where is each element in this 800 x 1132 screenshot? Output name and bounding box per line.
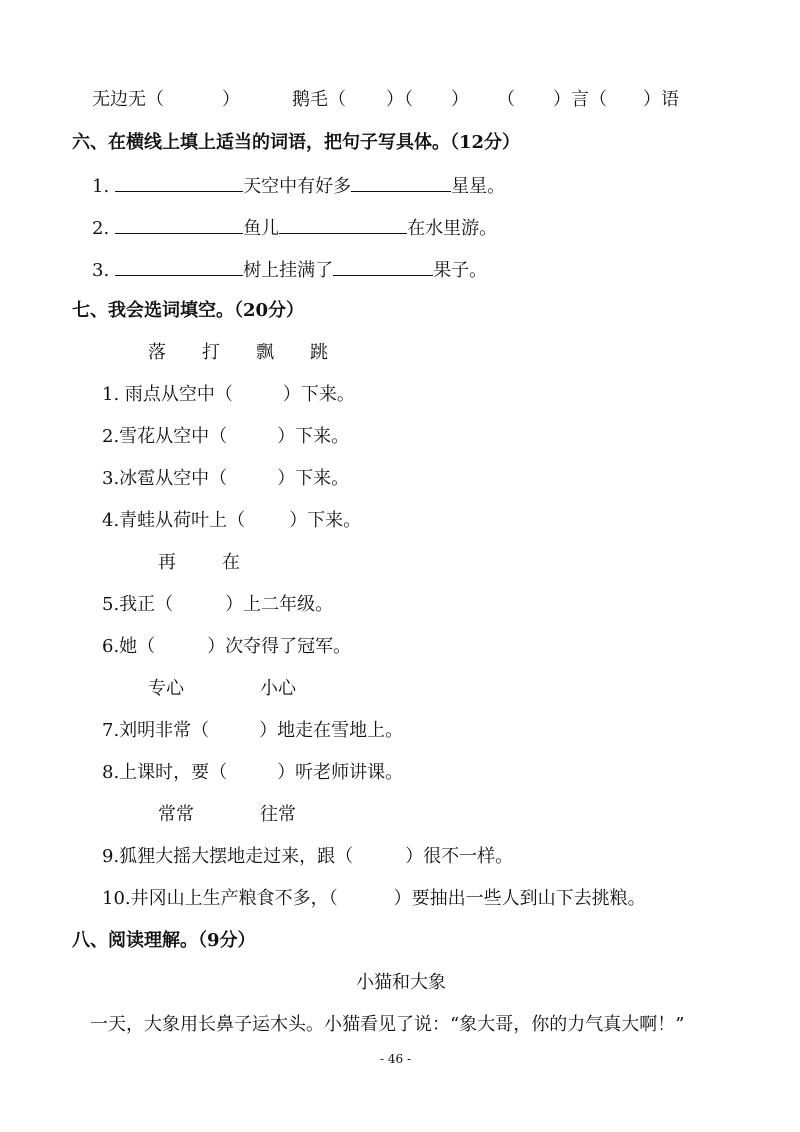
section-8-title: 八、阅读理解。（9分） xyxy=(72,930,256,951)
sec7-item-1-pre: 1. 雨点从空中（ xyxy=(102,384,233,405)
word-option: 打 xyxy=(202,342,220,363)
word-option: 飘 xyxy=(256,342,274,363)
word-option: 在 xyxy=(222,552,240,573)
sec7-item-9 xyxy=(102,845,513,869)
word-group-2 xyxy=(158,551,240,575)
sec6-item-1-blank-2[interactable] xyxy=(351,173,451,192)
sec7-item-9-post: ）很不一样。 xyxy=(405,846,514,867)
sec7-item-2-post: ）下来。 xyxy=(277,426,350,447)
idiom-3-start: （ xyxy=(497,89,515,110)
sec7-item-8-post: ）听老师讲课。 xyxy=(277,762,404,783)
sec6-item-1-number: 1. xyxy=(92,176,110,197)
word-option: 常常 xyxy=(158,804,194,825)
idiom-1-start: 无边无（ xyxy=(92,89,164,110)
sec7-item-3-post: ）下来。 xyxy=(277,468,350,489)
sec7-item-6-post: ）次夺得了冠军。 xyxy=(207,636,352,657)
sec6-item-1-mid: 天空中有好多 xyxy=(243,176,352,197)
sec7-item-10-post: ）要抽出一些人到山下去挑粮。 xyxy=(393,888,646,909)
sec7-item-8-pre: 8.上课时，要（ xyxy=(102,762,228,783)
sec7-item-9-pre: 9.狐狸大摇大摆地走过来，跟（ xyxy=(102,846,354,867)
word-option: 专心 xyxy=(148,678,184,699)
idiom-1-close: ） xyxy=(222,89,240,110)
idiom-2-mid: ）（ xyxy=(386,89,413,110)
sec6-item-2 xyxy=(92,215,497,241)
sec6-item-3-end: 果子。 xyxy=(433,260,488,281)
sec6-item-2-number: 2. xyxy=(92,218,110,239)
section-7-title: 七、我会选词填空。（20分） xyxy=(72,300,305,321)
idiom-2-start: 鹅毛（ xyxy=(292,89,346,110)
sec7-item-3-pre: 3.冰雹从空中（ xyxy=(102,468,228,489)
sec6-item-3-mid: 树上挂满了 xyxy=(243,260,334,281)
sec6-item-2-blank-2[interactable] xyxy=(279,215,407,234)
sec7-item-5-pre: 5.我正（ xyxy=(102,594,174,615)
section-6-title: 六、在横线上填上适当的词语，把句子写具体。（12分） xyxy=(72,132,521,153)
sec7-item-1 xyxy=(102,383,355,407)
sec7-item-6-pre: 6.她（ xyxy=(102,636,156,657)
sec6-item-3-blank-1[interactable] xyxy=(115,257,243,276)
idiom-3-close: ）语 xyxy=(643,89,679,110)
word-option: 落 xyxy=(148,342,166,363)
sec7-item-1-post: ）下来。 xyxy=(282,384,355,405)
sec7-item-7 xyxy=(102,719,403,743)
sec6-item-2-blank-1[interactable] xyxy=(115,215,243,234)
word-option: 再 xyxy=(158,552,176,573)
sec6-item-1 xyxy=(92,173,505,199)
sec7-item-5 xyxy=(102,593,333,617)
word-group-4 xyxy=(158,803,296,827)
sec7-item-4-pre: 4.青蛙从荷叶上（ xyxy=(102,510,246,531)
sec7-item-6 xyxy=(102,635,351,659)
word-option: 跳 xyxy=(310,342,328,363)
sec6-item-1-end: 星星。 xyxy=(451,176,506,197)
word-group-1 xyxy=(148,341,328,365)
sec7-item-5-post: ）上二年级。 xyxy=(225,594,334,615)
sec6-item-3 xyxy=(92,257,487,283)
sec6-item-3-number: 3. xyxy=(92,260,110,281)
word-option: 往常 xyxy=(260,804,296,825)
story-title: 小猫和大象 xyxy=(356,972,446,993)
sec7-item-7-pre: 7.刘明非常（ xyxy=(102,720,210,741)
idiom-3-mid: ）言（ xyxy=(553,89,607,110)
sec7-item-10 xyxy=(102,887,646,911)
page-number: - 46 - xyxy=(380,1052,412,1066)
sec6-item-3-blank-2[interactable] xyxy=(333,257,433,276)
sec7-item-8 xyxy=(102,761,403,785)
sec7-item-2 xyxy=(102,425,349,449)
sec6-item-2-mid: 鱼儿 xyxy=(243,218,280,239)
sec7-item-10-pre: 10.井冈山上生产粮食不多，（ xyxy=(102,888,338,909)
idiom-row xyxy=(92,88,679,112)
idiom-2-close: ） xyxy=(451,89,469,110)
word-group-3 xyxy=(148,677,296,701)
sec7-item-2-pre: 2.雪花从空中（ xyxy=(102,426,228,447)
sec6-item-1-blank-1[interactable] xyxy=(115,173,243,192)
sec6-item-2-end: 在水里游。 xyxy=(407,218,498,239)
sec7-item-3 xyxy=(102,467,349,491)
sec7-item-4-post: ）下来。 xyxy=(289,510,362,531)
story-paragraph-1: 一天，大象用长鼻子运木头。小猫看见了说：“象大哥，你的力气真大啊！” xyxy=(90,1014,685,1035)
word-option: 小心 xyxy=(260,678,296,699)
sec7-item-7-post: ）地走在雪地上。 xyxy=(259,720,404,741)
sec7-item-4 xyxy=(102,509,361,533)
